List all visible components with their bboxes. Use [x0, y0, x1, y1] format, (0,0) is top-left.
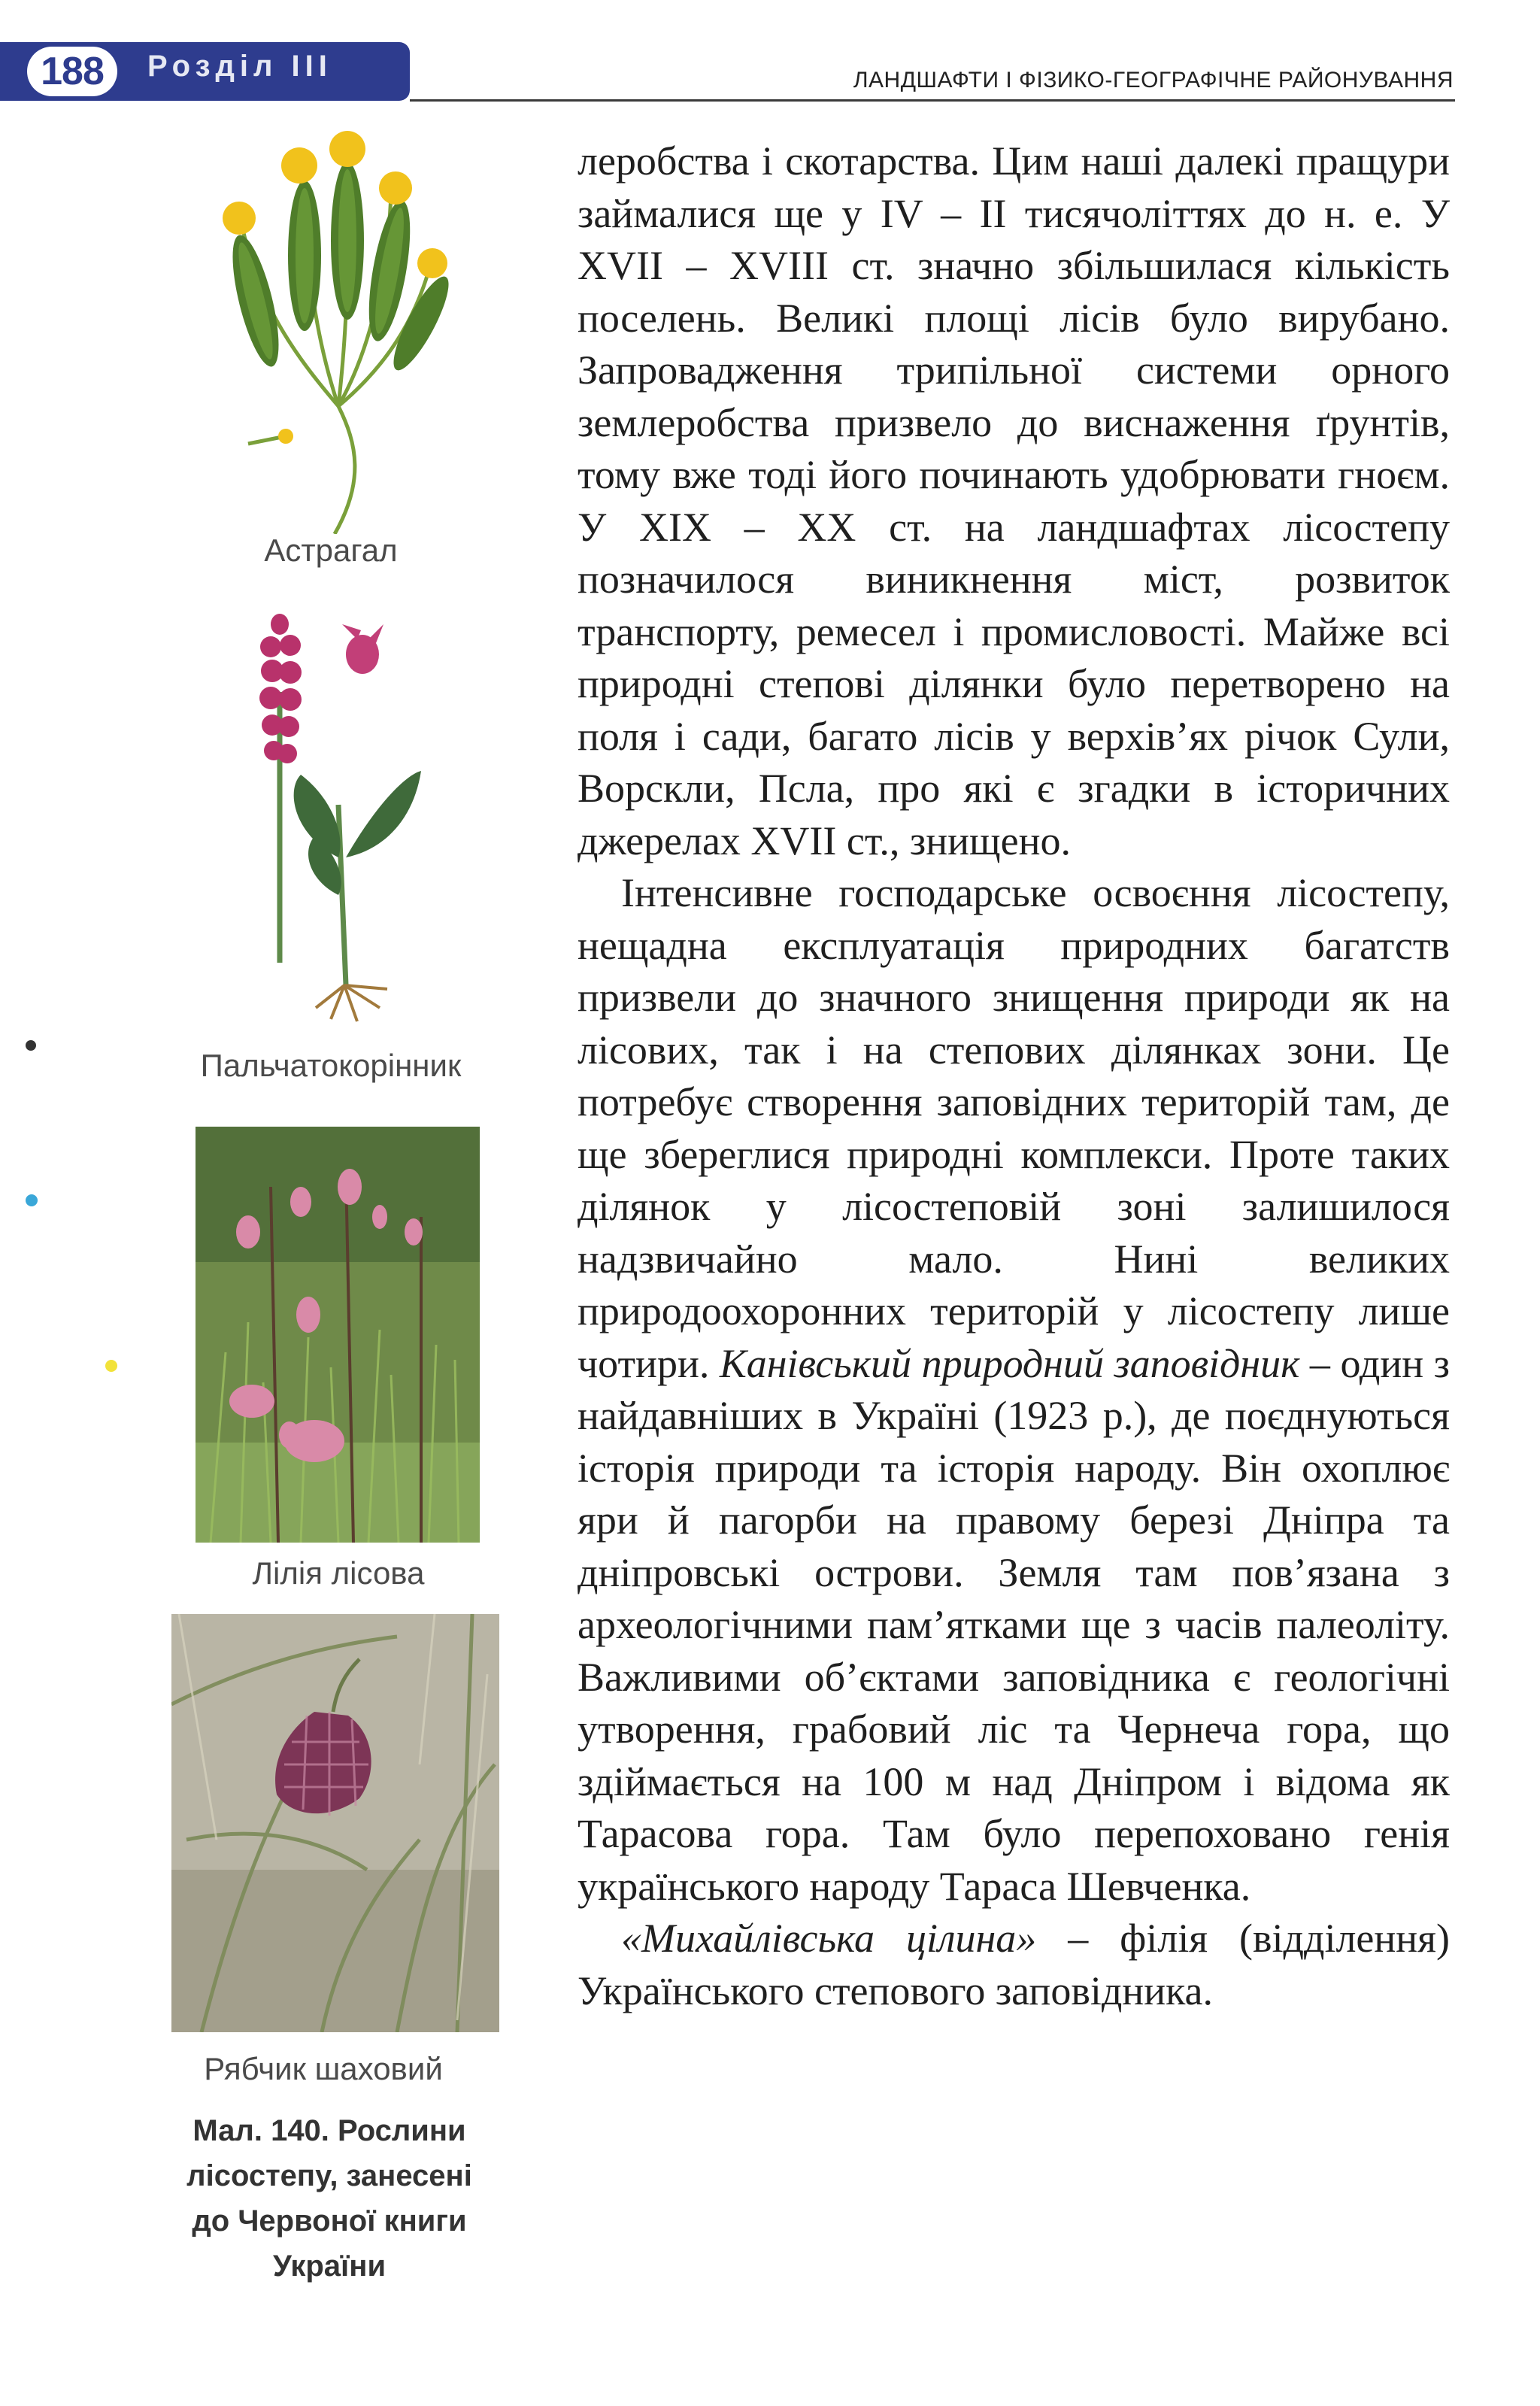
page-number: 188: [41, 50, 104, 93]
caption-orchid: Пальчатокорінник: [200, 1048, 462, 1083]
caption-astragalus: Астрагал: [264, 532, 398, 568]
lily-photo: [196, 1127, 480, 1543]
margin-dot: [26, 1040, 36, 1051]
figure-caption-line: України: [272, 2250, 387, 2283]
header-rule: [410, 99, 1455, 102]
paragraph-1: леробства і скотарства. Цим наші далекі пращури займалися ще у IV – II тисячоліттях до н. е. У XVII – XVIII ст. значно збільшилася кількість поселень. Великі площі лісів було вирубано. Запровадження трипільної системи орного землеробства призвело до виснаження ґрунтів, тому вже тоді його починають удобрювати гноєм. У XIX – XX ст. на ландшафтах лісостепу позначилося виникнення міст, розвиток транспорту, ремесел і промисловості. Майже всі природні степові ділянки було перетворено на поля і сади, багато лісів у верхів’ях річок Сули, Ворскли, Псла, про які є згадки в історичних джерелах XVII ст., знищено.: [578, 138, 1450, 863]
caption-lily: Лілія лісова: [252, 1555, 425, 1591]
paragraph-2: [578, 867, 1450, 1913]
paragraph-2-part-b: – один з найдавніших в Україні (1923 р.), де поєднуються історія природи та історія народу. Він охоплює яри й пагорби на правому березі Дніпра та дніпровські острови. Земля там пов’язана з археологічними пам’ятками ще з часів палеоліту. Важливими об’єктами заповідника є геологічні утворення, грабовий ліс та Чернеча гора, що здіймається на 100 м над Дніпром і відома як Тарасова гора. Там було перепоховано генія українського народу Тараса Шевченка.: [578, 1340, 1451, 1909]
mykhailivska-term: «Михайлівська цілина»: [621, 1916, 1037, 1961]
page-number-badge: [27, 47, 117, 96]
orchid-illustration: [226, 609, 436, 1030]
caption-fritillary: Рябчик шаховий: [204, 2051, 443, 2086]
figure-caption-line: лісостепу, занесені: [186, 2159, 472, 2192]
astragalus-illustration: [203, 128, 459, 534]
margin-dot: [105, 1360, 117, 1372]
section-title: Розділ III: [147, 50, 332, 83]
figure-caption-line: до Червоної книги: [192, 2204, 467, 2238]
kaniv-reserve-term: Канівський природний заповідник: [719, 1340, 1300, 1386]
fritillary-photo: [171, 1614, 499, 2032]
figure-caption: [126, 2108, 532, 2289]
paragraph-2-part-a: Інтенсивне господарське освоєння лісостепу, нещадна експлуатація природних багатств призвели до значного знищення природи як на лісових, так і на степових ділянках зони. Це потребує створення заповідних територій там, де ще збереглися природні комплекси. Проте таких ділянок у лісостеповій зоні залишилося надзвичайно мало. Нині великих природоохоронних територій у лісостепу лише чотири.: [578, 870, 1450, 1386]
body-text: [578, 135, 1450, 2017]
margin-dot: [26, 1194, 38, 1206]
running-title: ЛАНДШАФТИ І ФІЗИКО-ГЕОГРАФІЧНЕ РАЙОНУВАННЯ: [853, 68, 1454, 93]
paragraph-3-part-b: – філія (відділення) Українського степового заповідника.: [578, 1916, 1450, 2013]
paragraph-3: [578, 1913, 1450, 2017]
figure-caption-line: Мал. 140. Рослини: [192, 2114, 466, 2147]
